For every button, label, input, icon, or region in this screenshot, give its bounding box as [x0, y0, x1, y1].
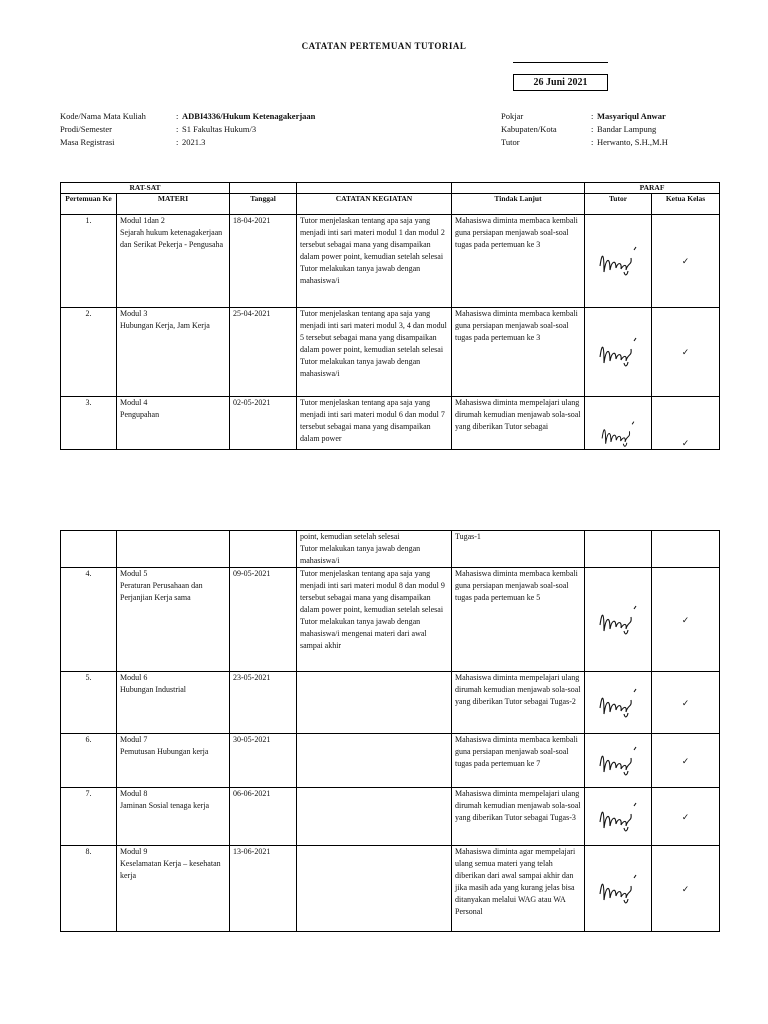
tutor-signature-cell	[585, 734, 652, 788]
signature-image	[594, 686, 642, 720]
info-colon: :	[591, 124, 594, 134]
document-date: 26 Juni 2021	[513, 74, 608, 91]
row-catatan	[297, 788, 452, 846]
row-tindak	[452, 215, 585, 308]
location-info	[501, 110, 668, 149]
group-header-blank	[230, 183, 297, 194]
info-row-pokjar	[501, 110, 668, 123]
row-number: 5.	[61, 672, 117, 734]
class-leader-check	[652, 531, 720, 568]
catatan-text: Tutor menjelaskan tentang apa saja yang menjadi inti sari materi modul 6 dan modul 7 tersebut sebagai mana yang disampaikan dalam power	[300, 398, 445, 443]
info-colon: :	[591, 111, 594, 121]
info-row-tutor	[501, 136, 668, 149]
meeting-log-table-part1	[60, 182, 720, 450]
row-materi	[117, 397, 230, 450]
table-row	[61, 397, 720, 450]
date-box-line	[513, 62, 608, 63]
table-row	[61, 672, 720, 734]
row-date: 02-05-2021	[230, 397, 297, 450]
tutor-signature-cell	[585, 672, 652, 734]
meeting-log-table-part2	[60, 530, 720, 932]
info-value: Bandar Lampung	[597, 124, 657, 134]
class-leader-check: ✓	[652, 308, 720, 397]
materi-text: Modul 3 Hubungan Kerja, Jam Kerja	[120, 309, 210, 330]
class-leader-check: ✓	[652, 568, 720, 672]
col-header-materi: MATERI	[117, 194, 230, 215]
class-leader-check: ✓	[652, 397, 720, 450]
table-row	[61, 568, 720, 672]
row-materi	[117, 846, 230, 932]
row-number: 8.	[61, 846, 117, 932]
col-header-tindak: Tindak Lanjut	[452, 194, 585, 215]
row-number	[61, 531, 117, 568]
signature-image	[594, 603, 642, 637]
tutor-signature-cell	[585, 846, 652, 932]
table-row	[61, 215, 720, 308]
row-number: 4.	[61, 568, 117, 672]
table-row	[61, 734, 720, 788]
class-leader-check: ✓	[652, 788, 720, 846]
info-colon: :	[176, 137, 179, 147]
row-tindak	[452, 672, 585, 734]
row-date: 09-05-2021	[230, 568, 297, 672]
materi-text: Modul 9 Keselamatan Kerja – kesehatan kerja	[120, 847, 221, 880]
row-tindak	[452, 308, 585, 397]
course-info	[60, 110, 315, 149]
row-date	[230, 531, 297, 568]
tutor-signature-cell	[585, 788, 652, 846]
catatan-text: point, kemudian setelah selesai Tutor melakukan tanya jawab dengan mahasiswa/i	[300, 532, 421, 565]
tindak-text: Mahasiswa diminta mempelajari ulang dirumah kemudian menjawab sola-soal yang diberikan Tutor sebagai Tugas-2	[455, 673, 581, 706]
info-value: 2021.3	[182, 137, 206, 147]
row-date: 23-05-2021	[230, 672, 297, 734]
catatan-text: Tutor menjelaskan tentang apa saja yang menjadi inti sari materi modul 8 dan modul 9 tersebut sebagai mana yang disampaikan dalam power point, kemudian setelah selesai Tutor melakukan tanya jawab dengan mahasiswa/i mengenai materi dari awal sampai akhir	[300, 569, 445, 650]
col-header-pertemuan: Pertemuan Ke	[61, 194, 117, 215]
row-catatan	[297, 531, 452, 568]
row-catatan	[297, 215, 452, 308]
materi-text: Modul 5 Peraturan Perusahaan dan Perjanjian Kerja sama	[120, 569, 203, 602]
table-row	[61, 308, 720, 397]
tindak-text: Mahasiswa diminta membaca kembali guna persiapan menjawab soal-soal tugas pada pertemuan ke 3	[455, 216, 578, 249]
info-label: Kode/Nama Mata Kuliah	[60, 111, 146, 121]
info-colon: :	[591, 137, 594, 147]
info-label: Prodi/Semester	[60, 124, 112, 134]
info-label: Kabupaten/Kota	[501, 124, 557, 134]
class-leader-check: ✓	[652, 734, 720, 788]
group-header-blank	[297, 183, 452, 194]
info-value: Masyariqul Anwar	[597, 111, 666, 121]
info-value: Herwanto, S.H.,M.H	[597, 137, 668, 147]
row-tindak	[452, 846, 585, 932]
info-label: Pokjar	[501, 111, 524, 121]
row-number: 7.	[61, 788, 117, 846]
info-colon: :	[176, 111, 179, 121]
row-materi	[117, 215, 230, 308]
row-materi	[117, 531, 230, 568]
info-label: Masa Registrasi	[60, 137, 115, 147]
group-header-paraf: PARAF	[585, 183, 720, 194]
row-tindak	[452, 568, 585, 672]
tutor-signature-cell	[585, 397, 652, 450]
table-row-continuation	[61, 531, 720, 568]
info-value: S1 Fakultas Hukum/3	[182, 124, 257, 134]
class-leader-check: ✓	[652, 215, 720, 308]
tindak-text: Mahasiswa diminta agar mempelajari ulang semua materi yang telah diberikan dari awal sampai akhir dan jika masih ada yang kurang jelas bisa ditanyakan melalui WAG atau WA Personal	[455, 847, 576, 916]
row-materi	[117, 788, 230, 846]
row-date: 13-06-2021	[230, 846, 297, 932]
table-row	[61, 788, 720, 846]
row-materi	[117, 734, 230, 788]
row-number: 6.	[61, 734, 117, 788]
tindak-text: Mahasiswa diminta mempelajari ulang dirumah kemudian menjawab sola-soal yang diberikan Tutor sebagai Tugas-3	[455, 789, 581, 822]
row-catatan	[297, 734, 452, 788]
group-header-blank	[452, 183, 585, 194]
row-catatan	[297, 672, 452, 734]
document-title: CATATAN PERTEMUAN TUTORIAL	[301, 41, 467, 51]
row-number: 1.	[61, 215, 117, 308]
col-header-tanggal: Tanggal	[230, 194, 297, 215]
materi-text: Modul 6 Hubungan Industrial	[120, 673, 186, 694]
row-materi	[117, 308, 230, 397]
catatan-text: Tutor menjelaskan tentang apa saja yang menjadi inti sari materi modul 3, 4 dan modul 5 tersebut sebagai mana yang disampaikan dalam power point, kemudian setelah selesai Tutor melakukan tanya jawab dengan mahasiswa/i	[300, 309, 447, 378]
signature-image	[594, 872, 642, 906]
materi-text: Modul 1dan 2 Sejarah hukum ketenagakerjaan dan Serikat Pekerja - Pengusaha	[120, 216, 224, 249]
tutor-signature-cell	[585, 568, 652, 672]
signature-image	[594, 800, 642, 834]
row-tindak	[452, 734, 585, 788]
row-tindak	[452, 397, 585, 450]
row-tindak	[452, 788, 585, 846]
row-date: 25-04-2021	[230, 308, 297, 397]
materi-text: Modul 4 Pengupahan	[120, 398, 160, 419]
table-row	[61, 846, 720, 932]
row-catatan	[297, 568, 452, 672]
info-value: ADBI4336/Hukum Ketenagakerjaan	[182, 111, 316, 121]
info-row-city	[501, 123, 668, 136]
tindak-text: Mahasiswa diminta membaca kembali guna persiapan menjawab soal-soal tugas pada pertemuan ke 5	[455, 569, 578, 602]
row-materi	[117, 672, 230, 734]
signature-image	[594, 244, 642, 278]
info-row-course	[60, 110, 315, 123]
materi-text: Modul 7 Pemutusan Hubungan kerja	[120, 735, 209, 756]
tutor-signature-cell	[585, 215, 652, 308]
tutor-signature-cell	[585, 531, 652, 568]
row-materi	[117, 568, 230, 672]
date-box	[513, 62, 608, 90]
tindak-text: Mahasiswa diminta membaca kembali guna persiapan menjawab soal-soal tugas pada pertemuan ke 7	[455, 735, 578, 768]
class-leader-check: ✓	[652, 846, 720, 932]
signature-image	[594, 419, 642, 449]
row-date: 06-06-2021	[230, 788, 297, 846]
col-header-tutor: Tutor	[585, 194, 652, 215]
row-date: 30-05-2021	[230, 734, 297, 788]
col-header-catatan: CATATAN KEGIATAN	[297, 194, 452, 215]
info-row-registration	[60, 136, 315, 149]
catatan-text: Tutor menjelaskan tentang apa saja yang menjadi inti sari materi modul 1 dan modul 2 tersebut sebagai mana yang disampaikan dalam power point, kemudian setelah selesai Tutor melakukan tanya jawab dengan mahasiswa/i	[300, 216, 445, 285]
tutor-signature-cell	[585, 308, 652, 397]
signature-image	[594, 335, 642, 369]
row-number: 2.	[61, 308, 117, 397]
row-date: 18-04-2021	[230, 215, 297, 308]
info-label: Tutor	[501, 137, 520, 147]
signature-image	[594, 744, 642, 778]
info-colon: :	[176, 124, 179, 134]
materi-text: Modul 8 Jaminan Sosial tenaga kerja	[120, 789, 210, 810]
tindak-text: Mahasiswa diminta membaca kembali guna persiapan menjawab soal-soal tugas pada pertemuan ke 3	[455, 309, 578, 342]
group-header-rat-sat: RAT-SAT	[61, 183, 230, 194]
info-row-program	[60, 123, 315, 136]
row-number: 3.	[61, 397, 117, 450]
tindak-text: Mahasiswa diminta mempelajari ulang dirumah kemudian menjawab sola-soal yang diberikan Tutor sebagai	[455, 398, 581, 431]
row-catatan	[297, 397, 452, 450]
class-leader-check: ✓	[652, 672, 720, 734]
col-header-ketua: Ketua Kelas	[652, 194, 720, 215]
row-tindak: Tugas-1	[452, 531, 585, 568]
row-catatan	[297, 308, 452, 397]
row-catatan	[297, 846, 452, 932]
